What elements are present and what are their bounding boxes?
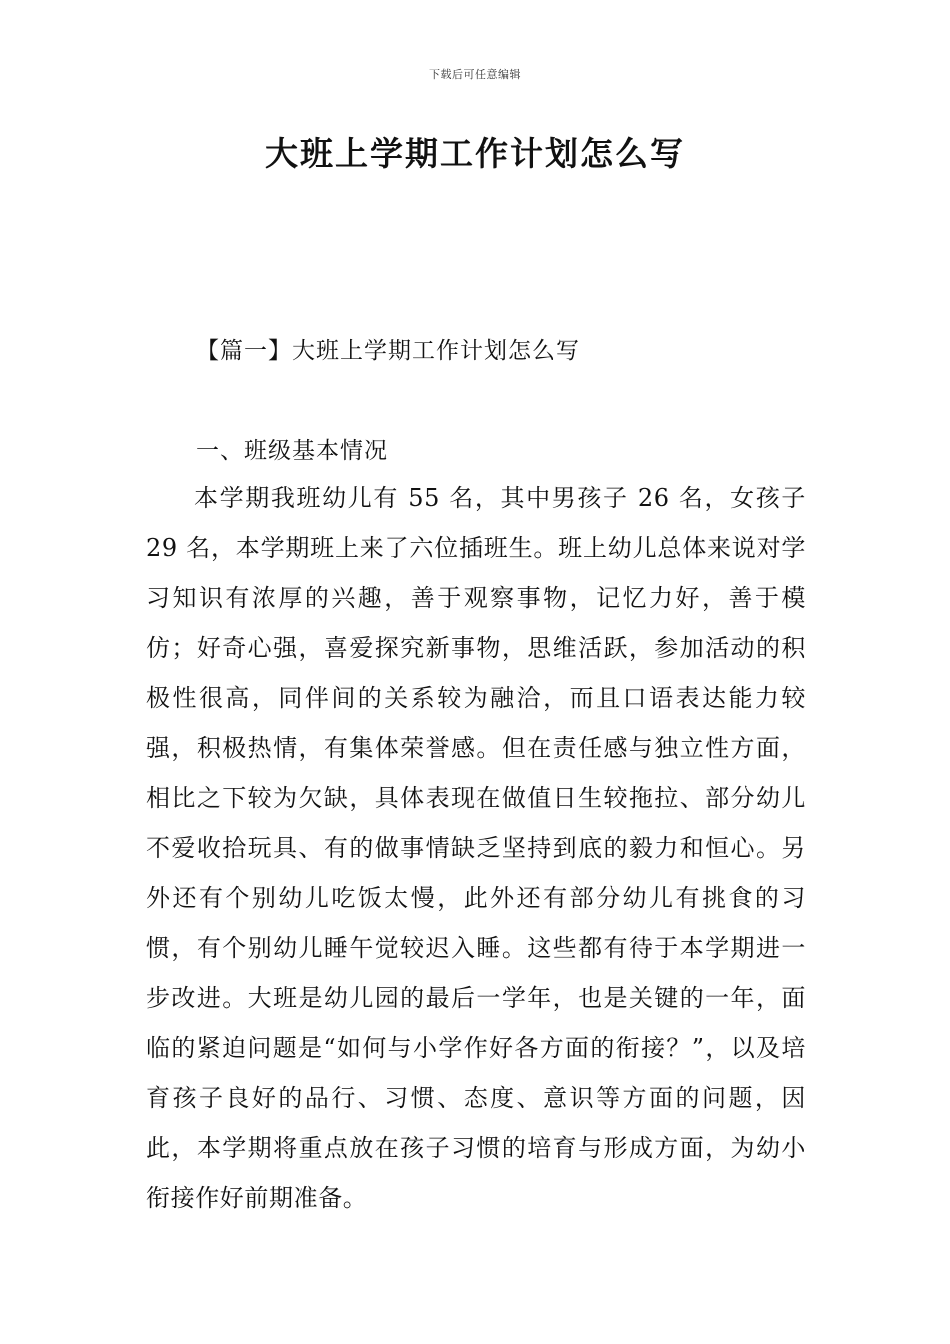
document-title: 大班上学期工作计划怎么写 [265,134,685,173]
section-heading: 【篇一】大班上学期工作计划怎么写 [196,338,580,364]
body-paragraph: 本学期我班幼儿有 55 名，其中男孩子 26 名，女孩子 29 名，本学期班上来了六位插班生。班上幼儿总体来说对学习知识有浓厚的兴趣，善于观察事物，记忆力好，善于模仿；好奇心强，喜爱探究新事物，思维活跃，参加活动的积极性很高，同伴间的关系较为融洽，而且口语表达能力较强，积极热情，有集体荣誉感。但在责任感与独立性方面，相比之下较为欠缺，具体表现在做值日生较拖拉、部分幼儿不爱收拾玩具、有的做事情缺乏坚持到底的毅力和恒心。另外还有个别幼儿吃饭太慢，此外还有部分幼儿有挑食的习惯，有个别幼儿睡午觉较迟入睡。这些都有待于本学期进一步改进。大班是幼儿园的最后一学年，也是关键的一年，面临的紧迫问题是“如何与小学作好各方面的衔接？”，以及培育孩子良好的品行、习惯、态度、意识等方面的问题，因此，本学期将重点放在孩子习惯的培育与形成方面，为幼小衔接作好前期准备。 [146,484,806,1212]
header-note: 下载后可任意编辑 [429,68,521,81]
sub-heading: 一、班级基本情况 [196,438,388,464]
